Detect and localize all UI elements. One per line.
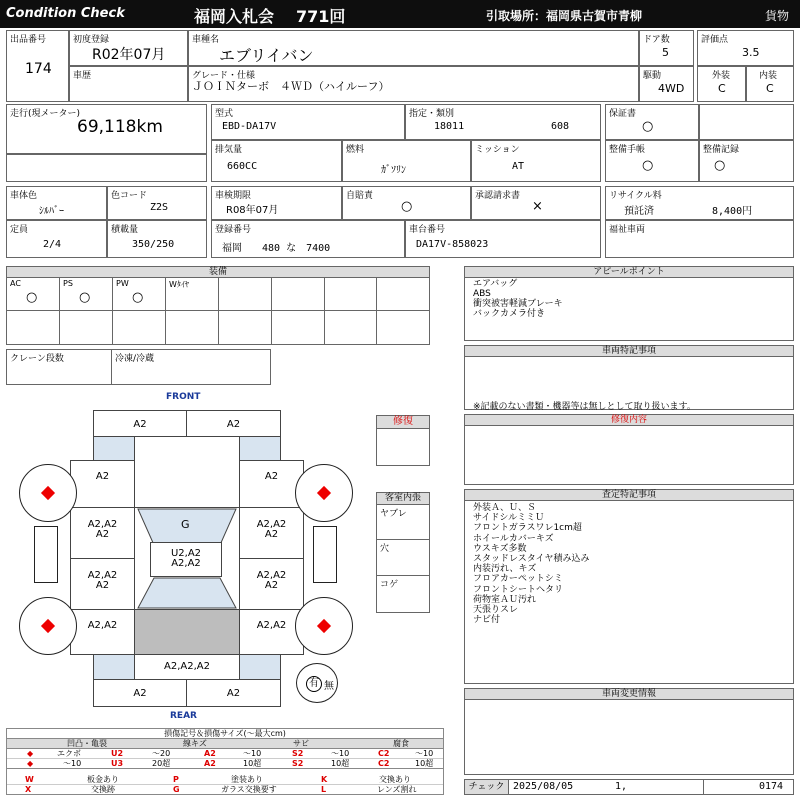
legend-row-1 bbox=[7, 749, 443, 759]
diamond-icon: ◆ bbox=[27, 759, 34, 768]
note-line: スタッドレスタイヤ積み込み bbox=[473, 554, 590, 565]
legend-a2-size: ～10 bbox=[243, 749, 262, 758]
warranty-cell bbox=[605, 104, 699, 140]
special-note: ※記載のない書類・機器等は無しとして取り扱います。 bbox=[473, 402, 696, 412]
note-line: フロアカーペットシミ bbox=[473, 574, 563, 585]
fuel-cell bbox=[342, 140, 471, 182]
panel-hood-area bbox=[134, 436, 240, 508]
note-line: 外装Ａ、Ｕ、Ｓ bbox=[473, 503, 537, 513]
interior-burn-cell bbox=[376, 575, 430, 613]
code-p-desc: 塗装あり bbox=[231, 775, 263, 784]
crane-label: クレーン段数 bbox=[10, 354, 64, 364]
equipment-grid bbox=[6, 277, 430, 345]
mission-label: ミッション bbox=[475, 145, 520, 155]
spare-yes: 有 bbox=[306, 676, 322, 692]
legend-c2-large: C2 bbox=[378, 759, 390, 768]
displacement-label: 排気量 bbox=[215, 145, 243, 155]
tire-front-right bbox=[295, 464, 353, 522]
panel-rear-left: A2 bbox=[93, 679, 187, 707]
equip-blank-3 bbox=[324, 277, 377, 311]
interior-tear-cell bbox=[376, 504, 430, 540]
change-info-title: 車両変更情報 bbox=[464, 688, 794, 700]
code-w-desc: 板金あり bbox=[87, 775, 119, 784]
repair-side-box bbox=[376, 428, 430, 466]
color: ｼﾙﾊﾞｰ bbox=[39, 206, 64, 217]
tire-rear-right bbox=[295, 597, 353, 655]
grade: ＪＯＩＮターボ ４ＷＤ（ハイルーフ） bbox=[192, 80, 390, 93]
interior-hole-label: 穴 bbox=[380, 544, 390, 554]
vehicle-name-label: 車種名 bbox=[192, 35, 220, 45]
equip-blank-12 bbox=[376, 310, 430, 345]
legend-group-header bbox=[7, 739, 443, 749]
appeal-line: エアバッグ bbox=[473, 279, 518, 289]
equip-ps-mark: ○ bbox=[79, 290, 91, 305]
designation-cell bbox=[405, 104, 601, 140]
recycle-label: リサイクル料 bbox=[609, 191, 662, 201]
fuel: ｶﾞｿﾘﾝ bbox=[381, 165, 406, 176]
interior-burn-label: コゲ bbox=[380, 580, 399, 590]
rear-window-shape bbox=[134, 576, 240, 610]
tire-mark-icon bbox=[317, 486, 331, 500]
freezer-cell bbox=[111, 349, 271, 385]
mileage-cell bbox=[6, 104, 207, 154]
interior-cell bbox=[746, 66, 794, 102]
panel-rear-gate: A2,A2,A2 bbox=[134, 654, 240, 680]
vehicle-category: 貨物 bbox=[765, 9, 790, 23]
tire-rear-left bbox=[19, 597, 77, 655]
doors-label: ドア数 bbox=[643, 35, 670, 45]
inspection-date: R08年07月 bbox=[226, 205, 279, 216]
check-row bbox=[464, 779, 794, 795]
diamond-icon: ◆ bbox=[27, 749, 34, 758]
mileage-label: 走行(現メーター) bbox=[10, 109, 81, 119]
repair-title: 修復内容 bbox=[464, 414, 794, 426]
note-line: ウスキズ多数 bbox=[473, 543, 527, 554]
chassis-label: 車台番号 bbox=[409, 225, 446, 235]
repair-box bbox=[464, 425, 794, 485]
interior-grade: C bbox=[766, 82, 774, 95]
legend-a2-large: A2 bbox=[204, 759, 216, 768]
note-line: 荷物室ＡＵ汚れ bbox=[473, 594, 537, 605]
pickup-location: 引取場所：福岡県古賀市青柳 bbox=[486, 9, 643, 23]
model-label: 型式 bbox=[215, 109, 234, 119]
fuel-label: 燃料 bbox=[346, 145, 365, 155]
equip-blank-8 bbox=[165, 310, 219, 345]
grade-label: グレード・仕様 bbox=[192, 71, 256, 81]
load: 350/250 bbox=[132, 239, 175, 250]
equip-blank-9 bbox=[218, 310, 272, 345]
interior-label: 内装 bbox=[759, 71, 778, 81]
legend-u3-size: 20超 bbox=[152, 759, 171, 768]
equipment-title: 装備 bbox=[6, 266, 430, 278]
mileage-blank bbox=[6, 154, 207, 182]
special-title: 車両特記事項 bbox=[464, 345, 794, 357]
panel-rr-pillar bbox=[239, 654, 281, 680]
legend-codes-1 bbox=[7, 775, 443, 785]
warranty-label: 保証書 bbox=[609, 109, 637, 119]
equip-blank-4 bbox=[376, 277, 430, 311]
equip-wtire-label: Wﾀｲﾔ bbox=[169, 280, 189, 289]
legend-s2-large-size: 10超 bbox=[331, 759, 350, 768]
tire-mark-icon bbox=[41, 619, 55, 633]
change-info-box bbox=[464, 699, 794, 775]
legend-group-scratch: 線キズ bbox=[183, 739, 207, 748]
lot-no: 174 bbox=[25, 61, 52, 77]
inspection-cell bbox=[211, 186, 342, 220]
inspection-notes-title: 査定特記事項 bbox=[464, 489, 794, 501]
legend-c2: C2 bbox=[378, 749, 390, 758]
spare-no: 無 bbox=[324, 681, 334, 692]
panel-roof: U2,A2 A2,A2 bbox=[150, 542, 222, 577]
plate-cell bbox=[211, 220, 405, 258]
equip-pw bbox=[112, 277, 166, 311]
repair-side-label: 修復 bbox=[376, 415, 430, 429]
inspection-notes-list bbox=[473, 503, 590, 625]
legend-row-2 bbox=[7, 759, 443, 769]
color-code-cell bbox=[107, 186, 207, 220]
code-x-desc: 交換跡 bbox=[91, 785, 115, 794]
interior-box-title: 客室内張 bbox=[376, 492, 430, 505]
tire-mark-icon bbox=[41, 486, 55, 500]
equip-blank-2 bbox=[271, 277, 325, 311]
note-line: サイドシルミミＵ bbox=[473, 513, 545, 524]
load-cell bbox=[107, 220, 207, 258]
note-line: ナビ付 bbox=[473, 615, 501, 626]
code-g-desc: ガラス交換要す bbox=[221, 785, 277, 794]
panel-fl-pillar bbox=[93, 436, 135, 461]
legend-a2: A2 bbox=[204, 749, 216, 758]
auction-name: 福岡入札会 bbox=[194, 7, 275, 26]
warranty: ○ bbox=[642, 119, 654, 134]
code-w: W bbox=[25, 775, 34, 784]
legend-dent-size: ～10 bbox=[63, 759, 82, 768]
rear-label: REAR bbox=[170, 711, 197, 721]
mileage: 69,118km bbox=[77, 117, 163, 137]
rear-window bbox=[134, 576, 240, 610]
transfer: × bbox=[532, 199, 543, 214]
legend-u2: U2 bbox=[111, 749, 124, 758]
spare-tire bbox=[296, 663, 338, 703]
equip-blank-5 bbox=[6, 310, 60, 345]
code-k: K bbox=[321, 775, 328, 784]
equip-pw-mark: ○ bbox=[132, 290, 144, 305]
equip-ps bbox=[59, 277, 113, 311]
lot-no-label: 出品番号 bbox=[10, 35, 47, 45]
windshield-label: G bbox=[181, 518, 190, 531]
mission-cell bbox=[471, 140, 601, 182]
equip-blank-7 bbox=[112, 310, 166, 345]
maint-book: ○ bbox=[642, 158, 654, 173]
brand-logo: Condition Check bbox=[6, 6, 125, 21]
maint-record-label: 整備記録 bbox=[703, 145, 740, 155]
panel-fr-door: A2,A2 A2 bbox=[239, 507, 304, 559]
interior-hole-cell bbox=[376, 539, 430, 576]
code-l-desc: レンズ割れ bbox=[377, 785, 417, 794]
load-label: 積載量 bbox=[111, 225, 139, 235]
code-x: X bbox=[25, 785, 32, 794]
capacity: 2/4 bbox=[43, 239, 62, 250]
note-line: 天張りスレ bbox=[473, 605, 519, 616]
legend-s2-large: S2 bbox=[292, 759, 304, 768]
legend-group-rust: サビ bbox=[293, 739, 309, 748]
warranty-blank bbox=[699, 104, 794, 140]
legend-group-dent: 凹凸・亀裂 bbox=[67, 739, 107, 748]
crane-cell bbox=[6, 349, 112, 385]
first-reg-cell bbox=[69, 30, 188, 66]
code-p: P bbox=[173, 775, 179, 784]
equip-ac-label: AC bbox=[10, 279, 21, 288]
inspection-notes-box bbox=[464, 500, 794, 684]
drive-cell bbox=[639, 66, 694, 102]
legend-s2: S2 bbox=[292, 749, 304, 758]
panel-rear-right: A2 bbox=[186, 679, 281, 707]
equip-wtire bbox=[165, 277, 219, 311]
score-cell bbox=[697, 30, 794, 66]
welfare-label: 福祉車両 bbox=[609, 225, 646, 235]
equip-ac-mark: ○ bbox=[26, 290, 38, 305]
appeal-list bbox=[473, 279, 563, 319]
mirror-right bbox=[313, 526, 337, 583]
maint-record: ○ bbox=[714, 158, 726, 173]
equip-pw-label: PW bbox=[116, 279, 129, 288]
header-bar bbox=[0, 0, 800, 28]
displacement-cell bbox=[211, 140, 342, 182]
history-label: 車歴 bbox=[73, 71, 92, 81]
first-reg: R02年07月 bbox=[92, 47, 166, 63]
check-label: チェック bbox=[465, 780, 509, 794]
check-date: 2025/08/05 bbox=[513, 781, 574, 792]
designation-label: 指定・類別 bbox=[409, 109, 455, 119]
equip-ac bbox=[6, 277, 60, 311]
drive-label: 駆動 bbox=[643, 71, 662, 81]
color-label: 車体色 bbox=[10, 191, 38, 201]
model: EBD-DA17V bbox=[222, 121, 277, 132]
panel-front-right: A2 bbox=[186, 410, 281, 437]
note-line: フロントガラスワレ1cm超 bbox=[473, 523, 582, 534]
welfare-cell bbox=[605, 220, 794, 258]
equip-blank-1 bbox=[218, 277, 272, 311]
capacity-label: 定員 bbox=[10, 225, 29, 235]
maint-book-cell bbox=[605, 140, 699, 182]
code-l: L bbox=[321, 785, 327, 794]
appeal-line: バックカメラ付き bbox=[473, 309, 546, 319]
legend-u2-size: ～20 bbox=[152, 749, 171, 758]
panel-fr-fender: A2 bbox=[239, 460, 304, 508]
appeal-line: ABS bbox=[473, 289, 491, 299]
check-divider bbox=[703, 780, 704, 794]
displacement: 660CC bbox=[227, 161, 258, 172]
legend-c2-size: ～10 bbox=[415, 749, 434, 758]
panel-rr-side: A2,A2 bbox=[239, 609, 304, 655]
lot-ref: 771回 bbox=[296, 7, 346, 26]
appeal-line: 衝突被害軽減ブレーキ bbox=[473, 299, 563, 309]
category-no: 608 bbox=[551, 121, 570, 132]
recycle-amount: 8,400円 bbox=[712, 206, 753, 217]
maint-book-label: 整備手帳 bbox=[609, 145, 646, 155]
tire-front-left bbox=[19, 464, 77, 522]
insurance-cell bbox=[342, 186, 471, 220]
note-line: フロントシートヘタリ bbox=[473, 584, 564, 595]
color-cell bbox=[6, 186, 107, 220]
drive: 4WD bbox=[658, 82, 685, 95]
legend-codes-2 bbox=[7, 785, 443, 795]
check-num: 1, bbox=[615, 781, 628, 792]
inspection-label: 車検期限 bbox=[215, 191, 252, 201]
first-reg-label: 初度登録 bbox=[73, 35, 110, 45]
note-line: 内装汚れ、キズ bbox=[473, 564, 537, 575]
insurance: ○ bbox=[401, 199, 413, 214]
capacity-cell bbox=[6, 220, 107, 258]
code-k-desc: 交換あり bbox=[379, 775, 411, 784]
legend-s2-size: ～10 bbox=[331, 749, 350, 758]
mission: AT bbox=[512, 161, 525, 172]
maint-record-cell bbox=[699, 140, 794, 182]
transfer-cell bbox=[471, 186, 601, 220]
recycle-status: 預託済 bbox=[624, 206, 654, 217]
panel-fr-pillar bbox=[239, 436, 281, 461]
color-code-label: 色コード bbox=[111, 191, 148, 201]
code-g: G bbox=[173, 785, 180, 794]
recycle-cell bbox=[605, 186, 794, 220]
panel-rr-door: A2,A2 A2 bbox=[239, 558, 304, 610]
equip-blank-6 bbox=[59, 310, 113, 345]
grade-cell bbox=[188, 66, 639, 102]
legend-u3: U3 bbox=[111, 759, 124, 768]
legend-group-corrosion: 腐食 bbox=[393, 739, 409, 748]
appeal-title: アピールポイント bbox=[464, 266, 794, 278]
panel-fl-door: A2,A2 A2 bbox=[70, 507, 135, 559]
model-cell bbox=[211, 104, 405, 140]
appeal-box bbox=[464, 277, 794, 341]
legend-box bbox=[6, 728, 444, 795]
front-label: FRONT bbox=[166, 392, 201, 402]
equip-blank-11 bbox=[324, 310, 377, 345]
check-code: 0174 bbox=[759, 781, 784, 792]
score-label: 評価点 bbox=[701, 35, 729, 45]
panel-front-left: A2 bbox=[93, 410, 187, 437]
insurance-label: 自賠責 bbox=[346, 191, 374, 201]
plate-label: 登録番号 bbox=[215, 225, 252, 235]
lot-no-cell bbox=[6, 30, 69, 102]
exterior-cell bbox=[697, 66, 746, 102]
chassis: DA17V-858023 bbox=[416, 239, 489, 250]
tire-mark-icon bbox=[317, 619, 331, 633]
doors: 5 bbox=[662, 46, 669, 59]
exterior-grade: C bbox=[718, 82, 726, 95]
vehicle-name-cell bbox=[188, 30, 639, 66]
equip-ps-label: PS bbox=[63, 279, 73, 288]
chassis-cell bbox=[405, 220, 601, 258]
panel-cargo bbox=[134, 609, 240, 655]
designation: 18011 bbox=[434, 121, 465, 132]
freezer-label: 冷凍/冷蔵 bbox=[115, 354, 155, 364]
panel-fl-fender: A2 bbox=[70, 460, 135, 508]
legend-c2-large-size: 10超 bbox=[415, 759, 434, 768]
vehicle-name: エブリイバン bbox=[219, 46, 314, 65]
interior-tear-label: ヤブレ bbox=[380, 509, 407, 519]
legend-title: 損傷記号＆損傷サイズ(～最大cm) bbox=[7, 729, 443, 739]
doors-cell bbox=[639, 30, 694, 66]
legend-a2-large-size: 10超 bbox=[243, 759, 262, 768]
exterior-label: 外装 bbox=[712, 71, 731, 81]
transfer-label: 承認請求書 bbox=[475, 191, 521, 201]
note-line: ホイールカバーキズ bbox=[473, 533, 554, 544]
color-code: Z2S bbox=[150, 202, 169, 213]
panel-rl-door: A2,A2 A2 bbox=[70, 558, 135, 610]
history-cell bbox=[69, 66, 188, 102]
panel-rl-side: A2,A2 bbox=[70, 609, 135, 655]
legend-dent-small: エクボ bbox=[57, 749, 81, 758]
mirror-left bbox=[34, 526, 58, 583]
equip-blank-10 bbox=[271, 310, 325, 345]
panel-rl-pillar bbox=[93, 654, 135, 680]
special-box bbox=[464, 356, 794, 410]
plate: 福岡 480 な 7400 bbox=[222, 243, 331, 254]
score: 3.5 bbox=[742, 46, 760, 59]
